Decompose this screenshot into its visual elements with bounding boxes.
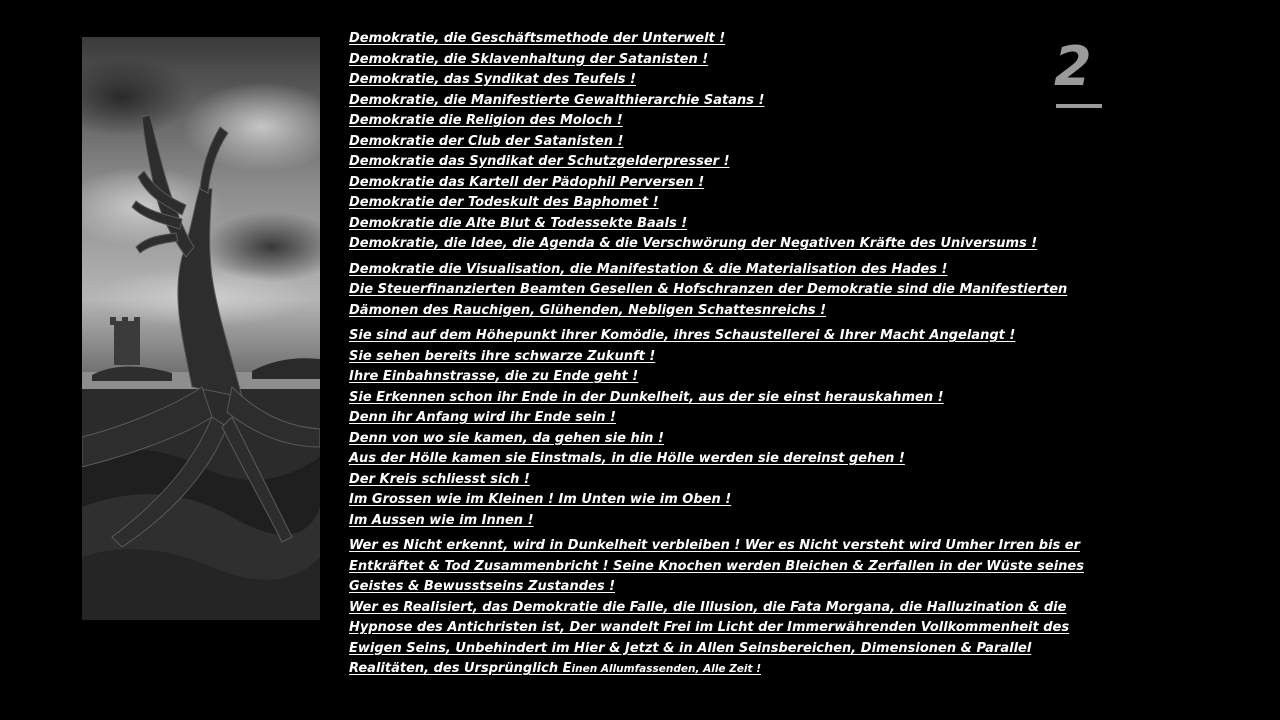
text-line: Demokratie das Syndikat der Schutzgelderpresser ! — [349, 154, 730, 169]
text-line: Entkräftet & Tod Zusammenbricht ! Seine Knochen werden Bleichen & Zerfallen in der Wüste seines — [349, 558, 1084, 574]
text-line: Demokratie die Alte Blut & Todessekte Baals ! — [349, 215, 688, 231]
text-line: Demokratie das Kartell der Pädophil Perversen ! — [349, 174, 705, 190]
text-line: Die Steuerfinanzierten Beamten Gesellen & Hofschranzen der Demokratie sind die Manifestierten — [349, 282, 1068, 297]
final-line — [349, 659, 1209, 680]
text-line: Ihre Einbahnstrasse, die zu Ende geht ! — [349, 369, 639, 384]
text-line: Im Grossen wie im Kleinen ! Im Unten wie im Oben ! — [349, 492, 732, 507]
text-line: Geistes & Bewusstseins Zustandes ! — [349, 579, 616, 594]
text-line: Aus der Hölle kamen sie Einstmals, in die Hölle werden sie dereinst gehen ! — [349, 451, 905, 466]
page-number-text: 2 — [1054, 35, 1092, 98]
text-line: Demokratie, die Sklavenhaltung der Satanisten ! — [349, 51, 709, 67]
text-line: Dämonen des Rauchigen, Glühenden, Nebligen Schattesnreichs ! — [349, 302, 827, 318]
text-line: Demokratie, das Syndikat des Teufels ! — [349, 72, 636, 87]
text-line: Demokratie, die Idee, die Agenda & die Verschwörung der Negativen Kräfte des Universums ! — [349, 236, 1038, 251]
text-line: Demokratie, die Geschäftsmethode der Unterwelt ! — [349, 31, 726, 46]
text-line: Demokratie der Club der Satanisten ! — [349, 133, 624, 149]
text-line: Demokratie die Religion des Moloch ! — [349, 113, 623, 128]
text-line: Hypnose des Antichristen ist, Der wandelt Frei im Licht der Immerwährenden Vollkommenheit des — [349, 620, 1070, 635]
text-line: Der Kreis schliesst sich ! — [349, 471, 530, 487]
text-line: Denn ihr Anfang wird ihr Ende sein ! — [349, 410, 616, 425]
dead-tree-hand-icon — [82, 37, 320, 620]
text-line: Wer es Realisiert, das Demokratie die Falle, die Illusion, die Fata Morgana, die Halluzination & die — [349, 599, 1067, 615]
text-line: Wer es Nicht erkennt, wird in Dunkelheit verbleiben ! Wer es Nicht versteht wird Umher Irren bis er — [349, 538, 1081, 553]
final-line-small: inen Allumfassenden, Alle Zeit ! — [571, 663, 761, 675]
text-line: Im Aussen wie im Innen ! — [349, 512, 534, 528]
text-line: Ewigen Seins, Unbehindert im Hier & Jetzt & in Allen Seinsbereichen, Dimensionen & Parallel — [349, 640, 1032, 656]
text-line: Sie sehen bereits ihre schwarze Zukunft ! — [349, 348, 656, 364]
text-line: Demokratie die Visualisation, die Manifestation & die Materialisation des Hades ! — [349, 261, 948, 277]
manifesto-text — [349, 29, 1209, 680]
text-line: Demokratie der Todeskult des Baphomet ! — [349, 195, 659, 210]
tree-hand-image — [82, 37, 320, 620]
text-line: Sie sind auf dem Höhepunkt ihrer Komödie, ihres Schaustellerei & Ihrer Macht Angelangt ! — [349, 328, 1016, 343]
final-line-main: Realitäten, des Ursprünglich E — [349, 661, 572, 676]
text-line: Demokratie, die Manifestierte Gewalthierarchie Satans ! — [349, 92, 765, 108]
text-line: Sie Erkennen schon ihr Ende in der Dunkelheit, aus der sie einst herauskahmen ! — [349, 389, 944, 405]
text-line: Denn von wo sie kamen, da gehen sie hin ! — [349, 430, 664, 446]
